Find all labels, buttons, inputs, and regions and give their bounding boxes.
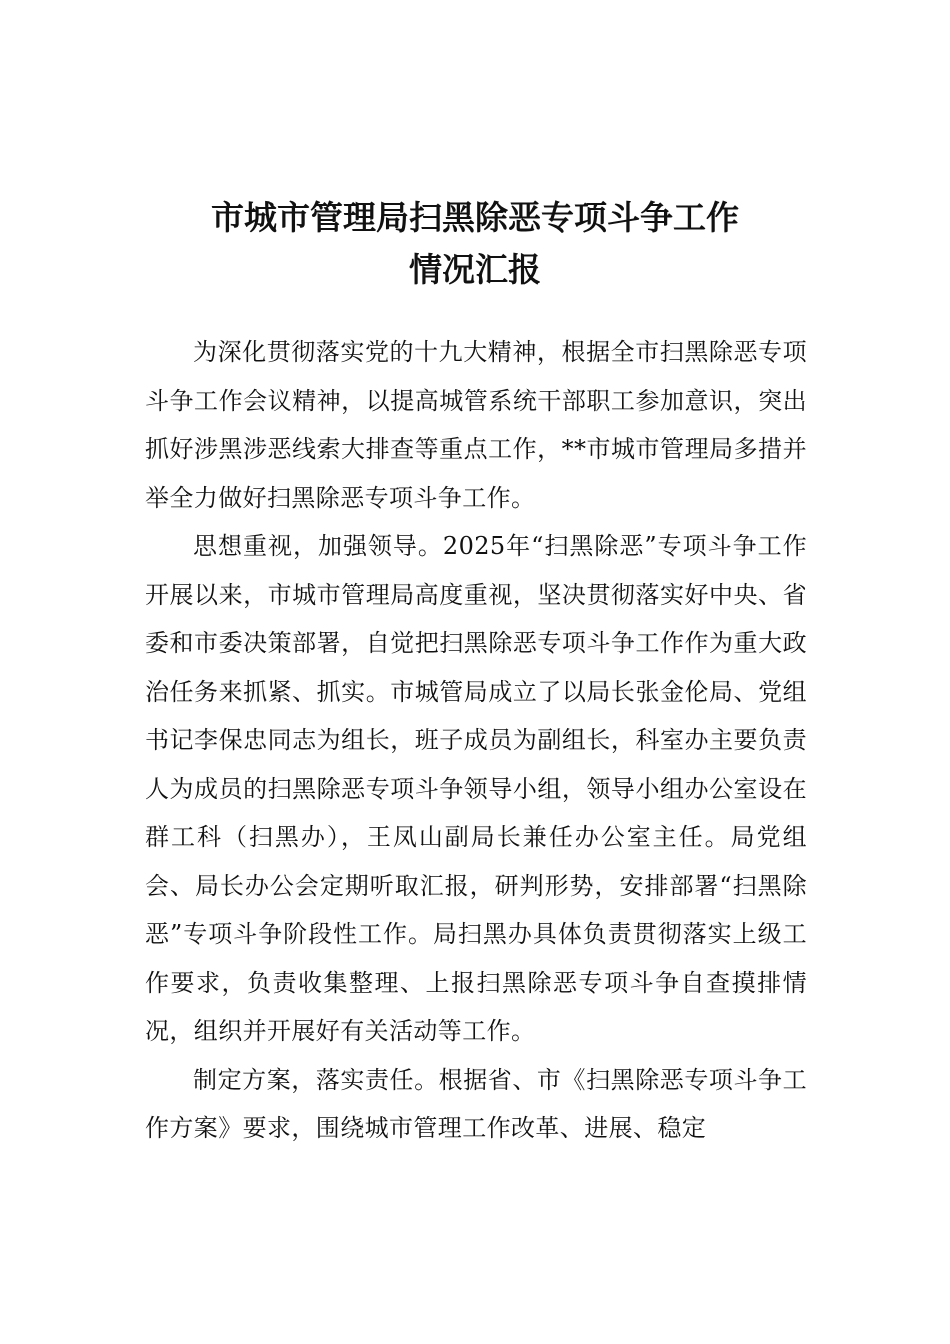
title-line-1: 市城市管理局扫黑除恶专项斗争工作 [211,198,739,238]
paragraph-intro: 为深化贯彻落实党的十九大精神，根据全市扫黑除恶专项斗争工作会议精神，以提高城管系统干部职工参加意识，突出抓好涉黑涉恶线索大排查等重点工作，**市城市管理局多措并举全力做好扫黑除恶专项斗争工作。 [145,338,807,512]
title-line-2: 情况汇报 [409,250,541,290]
document-title [145,192,805,296]
paragraph-plan: 制定方案，落实责任。根据省、市《扫黑除恶专项斗争工作方案》要求，围绕城市管理工作改革、进展、稳定 [145,1065,807,1142]
document-body [145,328,807,1153]
paragraph-leadership: 思想重视，加强领导。2025年“扫黑除恶”专项斗争工作开展以来，市城市管理局高度重视，坚决贯彻落实好中央、省委和市委决策部署，自觉把扫黑除恶专项斗争工作作为重大政治任务来抓紧、抓实。市城管局成立了以局长张金伦局、党组书记李保忠同志为组长，班子成员为副组长，科室办主要负责人为成员的扫黑除恶专项斗争领导小组，领导小组办公室设在群工科（扫黑办），王凤山副局长兼任办公室主任。局党组会、局长办公会定期听取汇报，研判形势，安排部署“扫黑除恶”专项斗争阶段性工作。局扫黑办具体负责贯彻落实上级工作要求，负责收集整理、上报扫黑除恶专项斗争自查摸排情况，组织并开展好有关活动等工作。 [145,532,807,1045]
